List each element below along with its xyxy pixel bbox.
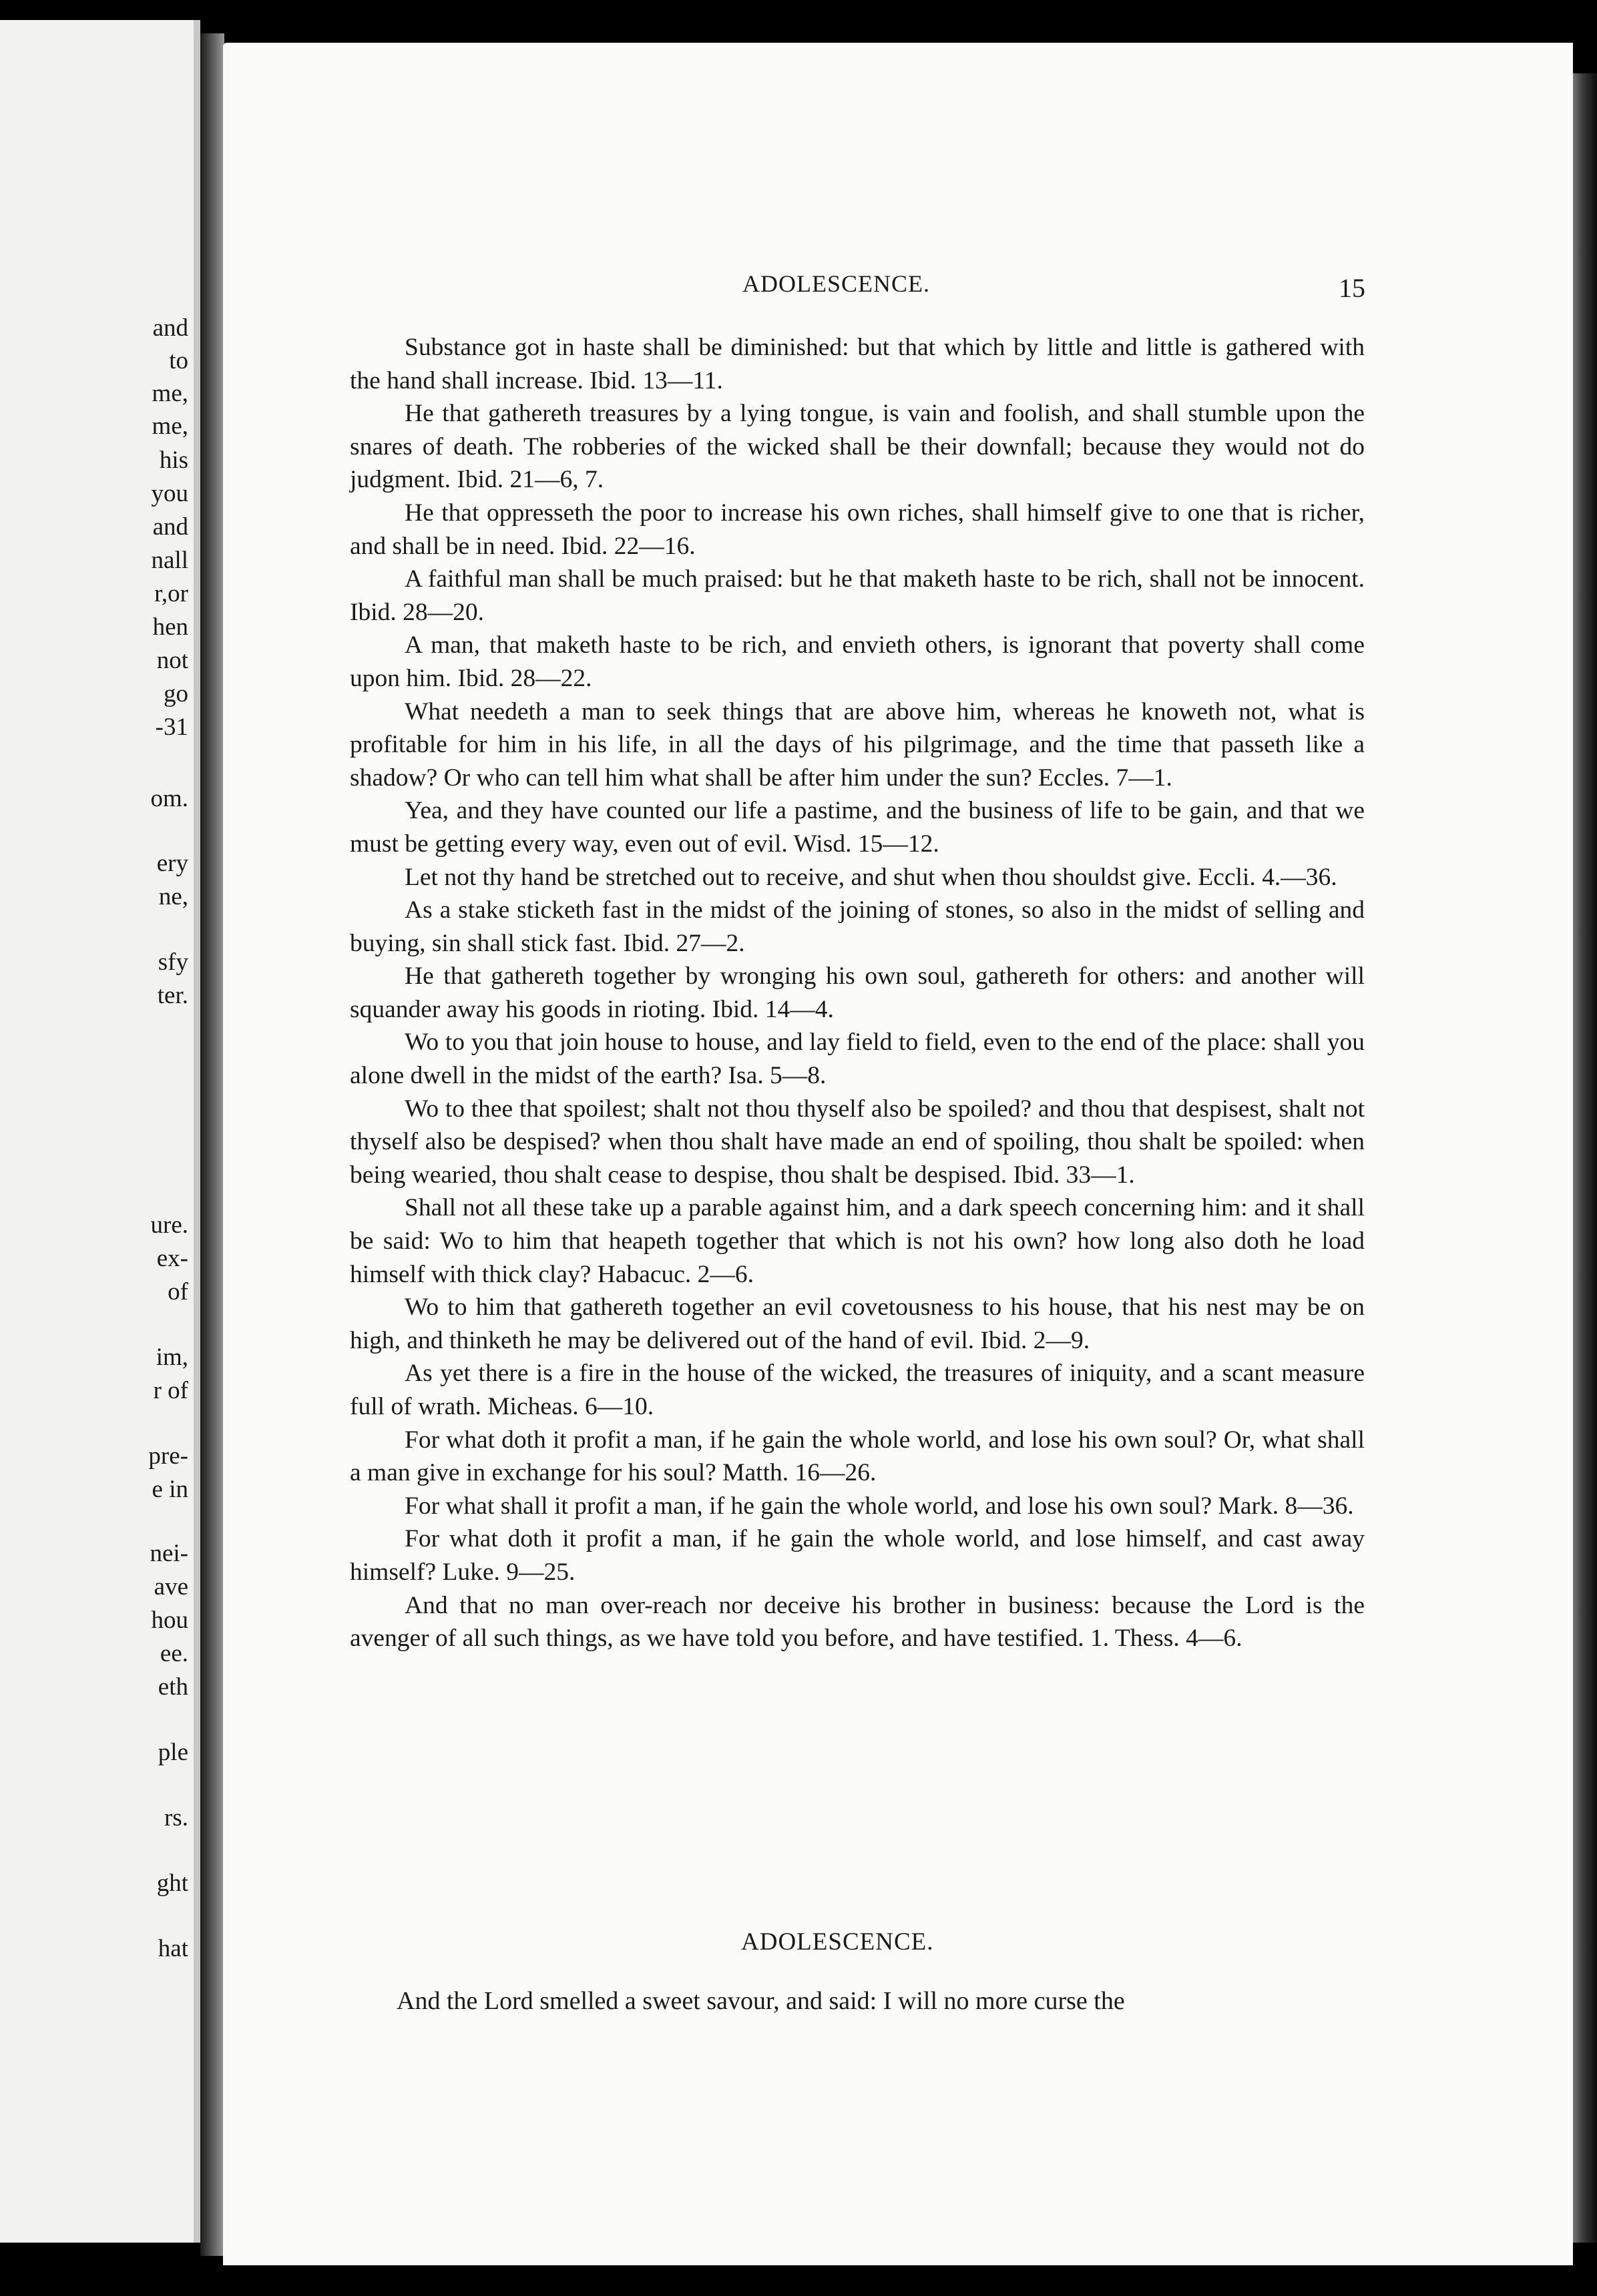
- scripture-paragraph: He that gathereth treasures by a lying tongue, is vain and foolish, and shall stumble upon the snares of death. The robberies of the wicked shall be their downfall; because they would not do judgment. Ibid. 21—6, 7.: [350, 400, 1365, 494]
- facing-page-fragment: hat: [158, 1935, 188, 1962]
- facing-page-fragment: eth: [158, 1673, 188, 1701]
- scripture-paragraph: For what doth it profit a man, if he gain the whole world, and lose his own soul? Or, what shall a man give in exchange for his soul? Matth. 16—26.: [350, 1426, 1365, 1487]
- scripture-paragraph: Let not thy hand be stretched out to receive, and shut when thou shouldst give. Eccli. 4.—36.: [405, 863, 1337, 891]
- facing-page-fragment: im,: [156, 1344, 188, 1371]
- facing-page-fragment: to: [169, 347, 188, 374]
- scripture-paragraph: Wo to him that gathereth together an evil covetousness to his house, that his nest may be on high, and thinketh he may be delivered out of the hand of evil. Ibid. 2—9.: [350, 1294, 1365, 1354]
- facing-page-fragment: me,: [152, 380, 188, 407]
- facing-page-fragment: of: [168, 1278, 188, 1306]
- facing-page-fragment: r,or: [154, 580, 188, 607]
- scripture-paragraph: Substance got in haste shall be diminished: but that which by little and little is gathered with the hand shall increase. Ibid. 13—11.: [350, 334, 1365, 394]
- facing-page-fragment: e in: [152, 1476, 188, 1503]
- page-edge-shadow: [1573, 73, 1597, 2243]
- scripture-paragraph: What needeth a man to seek things that are above him, whereas he knoweth not, what is profitable for him in his life, in all the days of his pilgrimage, and the time that passeth like a shadow? Or who can tell him what shall be after him under the sun? Eccles. 7—1.: [350, 697, 1365, 792]
- facing-page-fragment: -31: [155, 713, 188, 741]
- scripture-paragraph: Shall not all these take up a parable against him, and a dark speech concerning him: and it shall be said: Wo to him that heapeth together that which is not his own? how long also doth he load himself with thick clay? Habacuc. 2—6.: [350, 1194, 1365, 1288]
- facing-page-fragment: pre-: [148, 1442, 188, 1470]
- facing-page-fragment: ure.: [150, 1211, 188, 1239]
- continued-line: And the Lord smelled a sweet savour, and said: I will no more curse the: [397, 1987, 1125, 2015]
- scripture-paragraph: A man, that maketh haste to be rich, and envieth others, is ignorant that poverty shall come upon him. Ibid. 28—22.: [350, 631, 1365, 692]
- facing-page-fragment: ex-: [156, 1245, 188, 1272]
- scripture-paragraph: For what shall it profit a man, if he gain the whole world, and lose his own soul? Mark. 8—36.: [405, 1492, 1354, 1520]
- facing-page-fragment: rs.: [164, 1804, 188, 1831]
- page-number: 15: [1339, 273, 1365, 303]
- scripture-paragraph: Wo to thee that spoilest; shalt not thou thyself also be spoiled? and thou that despisest, shalt not thyself also be despised? when thou shalt have made an end of spoiling, thou shalt be spoiled: when being wearied, thou shalt cease to despise, thou shalt be despised. Ibid. 33—1.: [350, 1095, 1365, 1189]
- facing-page-fragment: hen: [152, 613, 188, 641]
- running-head: ADOLESCENCE.: [742, 270, 930, 297]
- facing-page-fragment: ter.: [157, 982, 188, 1009]
- book-gutter: [200, 33, 224, 2256]
- facing-page-fragment: nall: [151, 547, 188, 574]
- scripture-paragraph: He that oppresseth the poor to increase his own riches, shall himself give to one that is richer, and shall be in need. Ibid. 22—16.: [350, 499, 1365, 560]
- facing-page-fragment: ave: [154, 1573, 188, 1601]
- facing-page-fragment: ne,: [158, 883, 188, 910]
- body-text: [350, 331, 1365, 1655]
- scripture-paragraph: For what doth it profit a man, if he gain the whole world, and lose himself, and cast away himself? Luke. 9—25.: [350, 1525, 1365, 1586]
- facing-page-fragment: nei-: [150, 1540, 188, 1567]
- scripture-paragraph: As a stake sticketh fast in the midst of the joining of stones, so also in the midst of selling and buying, sin shall stick fast. Ibid. 27—2.: [350, 896, 1365, 957]
- facing-page-fragment: sfy: [158, 948, 188, 976]
- facing-page-fragment: not: [156, 647, 188, 674]
- facing-page-fragment: ee.: [160, 1640, 188, 1667]
- scripture-paragraph: And that no man over-reach nor deceive his brother in business: because the Lord is the avenger of all such things, as we have told you before, and have testified. 1. Thess. 4—6.: [350, 1591, 1365, 1653]
- scripture-paragraph: He that gathereth together by wronging his own soul, gathereth for others: and another will squander away his goods in rioting. Ibid. 14—4.: [350, 962, 1365, 1023]
- facing-page-fragment: r of: [153, 1377, 188, 1404]
- facing-page-fragment: om.: [150, 785, 188, 812]
- facing-page-fragment: ght: [156, 1870, 188, 1897]
- facing-page-fragment: ple: [158, 1739, 188, 1766]
- facing-page-fragment: and: [152, 513, 188, 541]
- scripture-paragraph: Yea, and they have counted our life a pastime, and the business of life to be gain, and that we must be getting every way, even out of evil. Wisd. 15—12.: [350, 797, 1365, 858]
- scripture-paragraph: As yet there is a fire in the house of the wicked, the treasures of iniquity, and a scant measure full of wrath. Micheas. 6—10.: [350, 1360, 1365, 1420]
- facing-page-fragment: his: [159, 447, 188, 474]
- facing-page-fragment: me,: [152, 412, 188, 440]
- facing-page-fragment: ery: [156, 850, 188, 877]
- scripture-paragraph: A faithful man shall be much praised: but he that maketh haste to be rich, shall not be innocent. Ibid. 28—20.: [350, 565, 1365, 626]
- facing-page-fragment: and: [152, 314, 188, 342]
- facing-page-fragment: you: [151, 480, 188, 507]
- section-heading: ADOLESCENCE.: [741, 1928, 934, 1956]
- facing-page-fragment: go: [164, 680, 188, 707]
- facing-page-fragment: hou: [151, 1607, 188, 1634]
- scripture-paragraph: Wo to you that join house to house, and lay field to field, even to the end of the place: shall you alone dwell in the midst of the earth? Isa. 5—8.: [350, 1029, 1365, 1090]
- facing-page: [0, 20, 200, 2243]
